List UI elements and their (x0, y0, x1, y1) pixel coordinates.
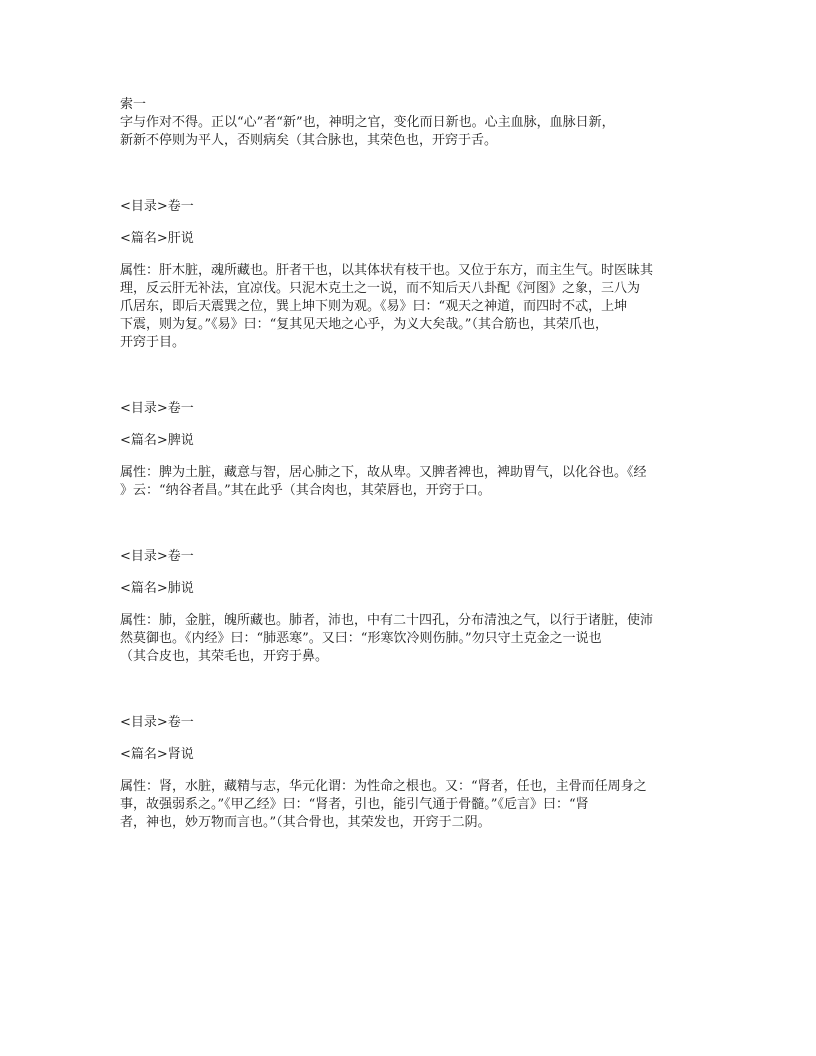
section-title: <篇名>脾说 (120, 433, 194, 448)
section-liver (120, 198, 700, 352)
section-title: <篇名>肺说 (120, 581, 194, 596)
body-line: 属性：肺，金脏，魄所藏也。肺者，沛也，中有二十四孔，分布清浊之气，以行于诸脏，使沛 (120, 613, 654, 628)
intro-title: 索一 (120, 97, 147, 112)
body-line: 属性：肾，水脏，藏精与志，华元化谓：为性命之根也。又：“肾者，任也，主骨而任周身之 (120, 779, 647, 794)
section-kidney (120, 714, 700, 832)
body-line: 爪居东，即后天震巽之位，巽上坤下则为观。《易》曰：“观天之神道，而四时不忒，上坤 (120, 299, 628, 314)
intro-line: 新新不停则为平人，否则病矣（其合脉也，其荣色也，开窍于舌。 (120, 133, 498, 148)
body-line: 下震，则为复。”《易》曰：“复其见天地之心乎，为义大矣哉。”（其合筋也，其荣爪也， (120, 317, 608, 332)
section-lung (120, 548, 700, 666)
body-line: 属性：脾为土脏，藏意与智，居心肺之下，故从卑。又脾者裨也，裨助胃气，以化谷也。《经 (120, 465, 647, 480)
section-spleen (120, 400, 700, 500)
document-page (120, 96, 700, 832)
section-title: <篇名>肾说 (120, 747, 194, 762)
body-line: 然莫御也。《内经》曰：“肺恶寒”。又曰：“形寒饮冷则伤肺。”勿只守土克金之一说也 (120, 631, 602, 646)
catalog-label: <目录>卷一 (120, 199, 194, 214)
catalog-label: <目录>卷一 (120, 715, 194, 730)
body-line: 属性：肝木脏，魂所藏也。肝者干也，以其体状有枝干也。又位于东方，而主生气。时医昧其 (120, 263, 654, 278)
body-line: （其合皮也，其荣毛也，开窍于鼻。 (120, 649, 329, 664)
intro-section (120, 96, 700, 150)
section-title: <篇名>肝说 (120, 231, 194, 246)
body-line: 事，故强弱系之。”《甲乙经》曰：“肾者，引也，能引气通于骨髓。”《卮言》曰：“肾 (120, 797, 589, 812)
catalog-label: <目录>卷一 (120, 549, 194, 564)
body-line: 理，反云肝无补法，宜凉伐。只泥木克土之一说，而不知后天八卦配《河图》之象，三八为 (120, 281, 641, 296)
body-line: 者，神也，妙万物而言也。”（其合骨也，其荣发也，开窍于二阴。 (120, 815, 491, 830)
body-line: 开窍于目。 (120, 335, 186, 350)
intro-line: 字与作对不得。正以“心”者“新”也，神明之官，变化而日新也。心主血脉，血脉日新， (120, 115, 615, 130)
body-line: 》云：“纳谷者昌。”其在此乎（其合肉也，其荣唇也，开窍于口。 (120, 483, 491, 498)
catalog-label: <目录>卷一 (120, 401, 194, 416)
